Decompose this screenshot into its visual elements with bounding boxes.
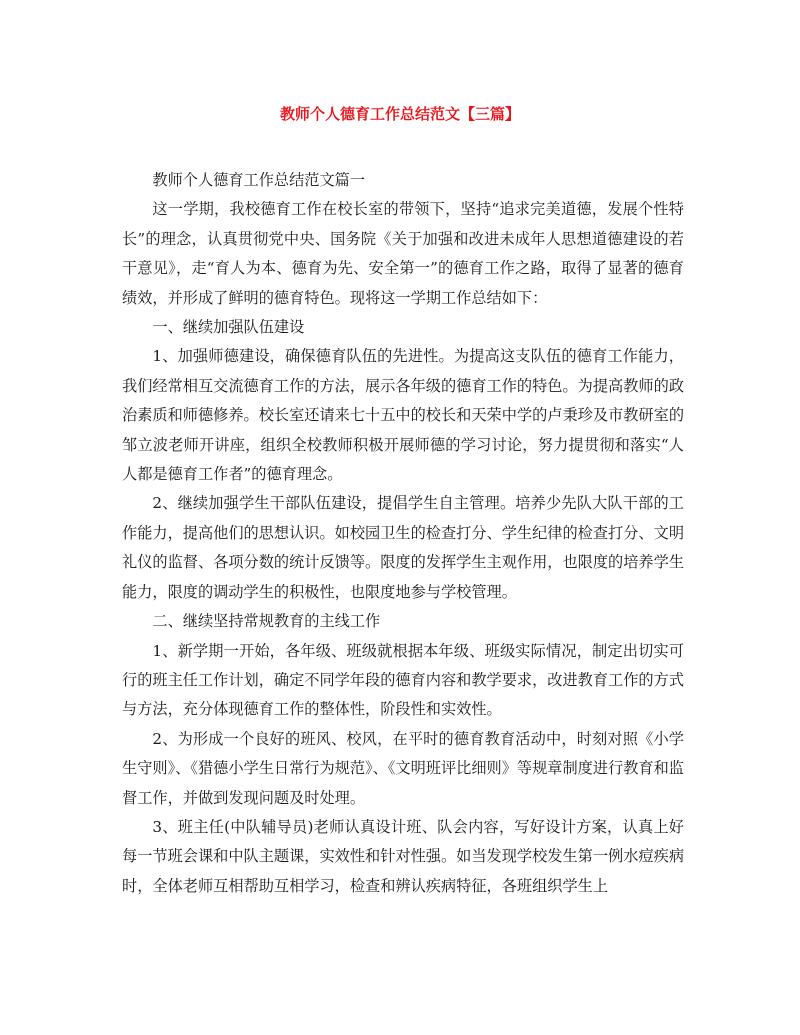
- section-heading-routine-education: 二、继续坚持常规教育的主线工作: [152, 612, 381, 631]
- paragraph-class-plans: 1、新学期一开始，各年级、班级就根据本年级、班级实际情况，制定出切实可行的班主任工作计划，确定不同学年段的德育内容和教学要求，改进教育工作的方式与方法，充分体现德育工作的整体性，阶段性和实效性。: [122, 641, 684, 719]
- document-body: [122, 166, 684, 901]
- paragraph-teacher-ethics: 1、加强师德建设，确保德育队伍的先进性。为提高这支队伍的德育工作能力，我们经常相互交流德育工作的方法，展示各年级的德育工作的特色。为提高教师的政治素质和师德修养。校长室还请来七十五中的校长和天荣中学的卢秉珍及市教研室的邹立波老师开讲座，组织全校教师积极开展师德的学习讨论，努力提贯彻和落实“人人都是德育工作者”的德育理念。: [122, 347, 684, 484]
- paragraph-intro: 这一学期，我校德育工作在校长室的带领下，坚持“追求完美道德，发展个性特长”的理念，认真贯彻党中央、国务院《关于加强和改进未成年人思想道德建设的若干意见》，走“育人为本、德育为先、安全第一”的德育工作之路，取得了显著的德育绩效，并形成了鲜明的德育特色。现将这一学期工作总结如下：: [122, 200, 684, 307]
- paragraph-class-meetings: 3、班主任(中队辅导员)老师认真设计班、队会内容，写好设计方案，认真上好每一节班会课和中队主题课，实效性和针对性强。如当发现学校发生第一例水痘疾病时，全体老师互相帮助互相学习，检查和辨认疾病特征，各班组织学生上: [122, 817, 684, 895]
- document-title: 教师个人德育工作总结范文【三篇】: [279, 105, 520, 123]
- paragraph-class-style: 2、为形成一个良好的班风、校风，在平时的德育教育活动中，时刻对照《小学生守则》、《猎德小学生日常行为规范》、《文明班评比细则》等规章制度进行教育和监督工作，并做到发现问题及时处理。: [122, 729, 684, 807]
- section-heading-part-one: 教师个人德育工作总结范文篇一: [152, 171, 366, 189]
- paragraph-student-cadres: 2、继续加强学生干部队伍建设，提倡学生自主管理。培养少先队大队干部的工作能力，提高他们的思想认识。如校园卫生的检查打分、学生纪律的检查打分、文明礼仪的监督、各项分数的统计反馈等。限度的发挥学生主观作用，也限度的培养学生能力，限度的调动学生的积极性，也限度地参与学校管理。: [122, 494, 684, 601]
- section-heading-team-building: 一、继续加强队伍建设: [152, 318, 305, 337]
